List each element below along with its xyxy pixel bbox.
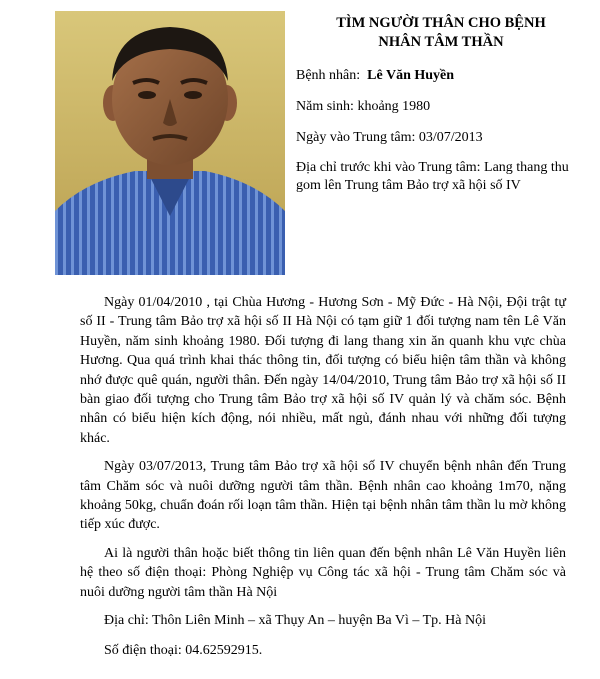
notice-title	[296, 14, 586, 52]
contact-address: Địa chỉ: Thôn Liên Minh – xã Thụy An – huyện Ba Vì – Tp. Hà Nội	[104, 613, 486, 629]
paragraph-transfer: Ngày 03/07/2013, Trung tâm Bảo trợ xã hội số IV chuyển bệnh nhân đến Trung tâm Chăm sóc và nuôi dưỡng người tâm thần. Bệnh nhân cao khoảng 1m70, nặng khoảng 50kg, chuẩn đoán rối loạn tâm thần. Hiện tại bệnh nhân tâm thần lu mờ không tiếp xúc được.	[80, 459, 566, 533]
patient-photo	[55, 11, 285, 275]
patient-portrait	[55, 11, 285, 275]
notice-title-line2: NHÂN TÂM THẦN	[378, 34, 504, 50]
patient-name-label: Bệnh nhân:	[296, 68, 361, 83]
paragraph-appeal: Ai là người thân hoặc biết thông tin liên quan đến bệnh nhân Lê Văn Huyền liên hệ theo số điện thoại: Phòng Nghiệp vụ Công tác xã hội - Trung tâm Chăm sóc và nuôi dưỡng người tâm thần Hà Nội	[80, 545, 566, 600]
paragraph-incident: Ngày 01/04/2010 , tại Chùa Hương - Hương Sơn - Mỹ Đức - Hà Nội, Đội trật tự số II - Trung tâm Bảo trợ xã hội số II Hà Nội có tạm giữ 1 đối tượng nam tên Lê Văn Huyền, năm sinh khoảng 1980. Đối tượng đi lang thang xin ăn quanh khu vực chùa Hương. Qua quá trình khai thác thông tin, đối tượng có biểu hiện tâm thần và không nhớ được quê quán, người thân. Đến ngày 14/04/2010, Trung tâm Bảo trợ xã hội số II bàn giao đối tượng cho Trung tâm Bảo trợ xã hội số IV quản lý và chăm sóc. Bệnh nhân có biểu hiện kích động, nói nhiều, mất ngủ, đánh nhau với những đối tượng khác.	[80, 295, 566, 446]
admission-date: Ngày vào Trung tâm: 03/07/2013	[296, 130, 483, 145]
contact-phone: Số điện thoại: 04.62592915.	[104, 642, 263, 658]
patient-name-line	[296, 66, 586, 85]
prior-address: Địa chỉ trước khi vào Trung tâm: Lang thang thu gom lên Trung tâm Bảo trợ xã hội số IV	[296, 160, 569, 193]
patient-name: Lê Văn Huyền	[367, 68, 455, 83]
birth-year: Năm sinh: khoảng 1980	[296, 99, 431, 114]
notice-body	[80, 293, 566, 670]
notice-header	[296, 14, 586, 207]
notice-title-line1: TÌM NGƯỜI THÂN CHO BỆNH	[336, 15, 546, 31]
